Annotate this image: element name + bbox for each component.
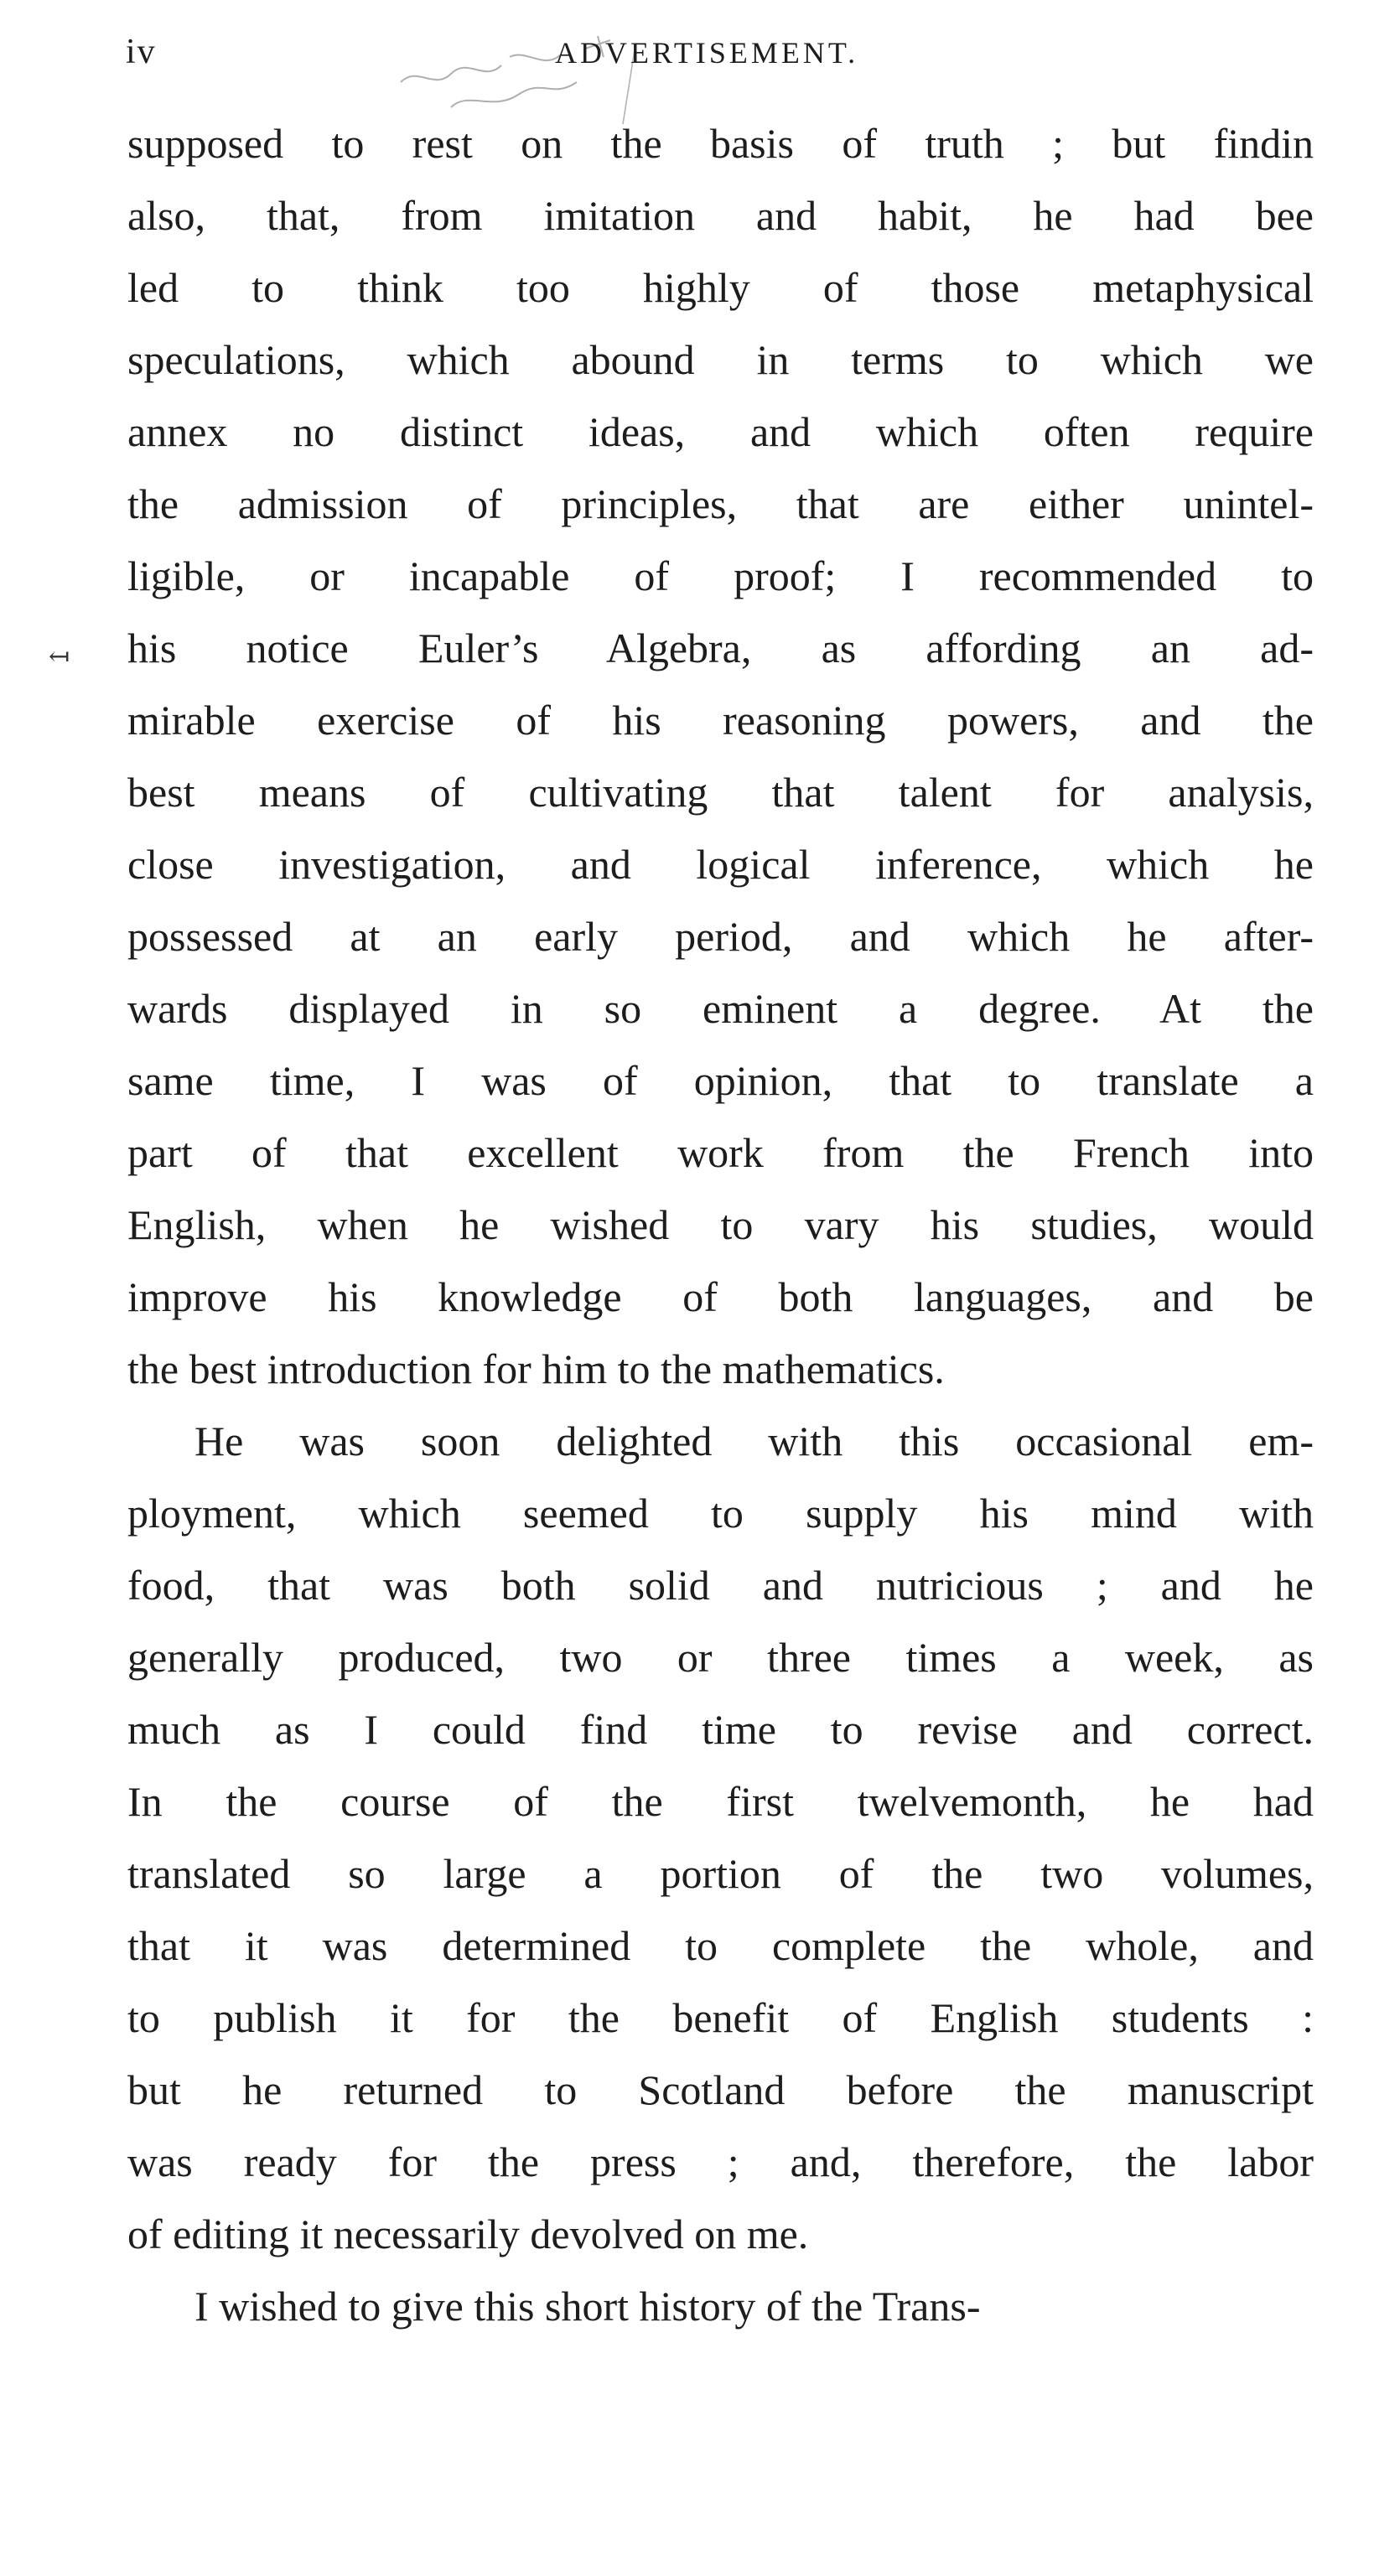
text-line: of editing it necessarily devolved on me.: [127, 2211, 809, 2257]
text-line: same time, I was of opinion, that to translate a: [127, 1057, 1314, 1104]
page-number: iv: [126, 33, 157, 71]
paragraph-start-line: I wished to give this short history of the Trans-: [194, 2283, 981, 2330]
text-line: the best introduction for him to the mathematics.: [127, 1345, 945, 1392]
text-line: ligible, or incapable of proof; I recommended to: [127, 552, 1314, 599]
text-line: speculations, which abound in terms to which we: [127, 336, 1314, 383]
text-line: led to think too highly of those metaphysical: [127, 264, 1314, 311]
page-header: [126, 32, 1299, 82]
text-line: mirable exercise of his reasoning powers, and the: [127, 697, 1314, 744]
text-line: translated so large a portion of the two volumes,: [127, 1850, 1314, 1897]
margin-mark: ↤: [49, 643, 70, 671]
text-line: wards displayed in so eminent a degree. At the: [127, 985, 1314, 1032]
text-line: annex no distinct ideas, and which often require: [127, 408, 1314, 455]
text-line: but he returned to Scotland before the manuscript: [127, 2066, 1314, 2113]
text-line: much as I could find time to revise and correct.: [127, 1706, 1314, 1753]
text-line: improve his knowledge of both languages, and be: [127, 1273, 1314, 1320]
text-line: to publish it for the benefit of English students :: [127, 1994, 1314, 2041]
text-line: possessed at an early period, and which he after-: [127, 913, 1314, 960]
text-line: also, that, from imitation and habit, he had bee: [127, 192, 1314, 239]
text-line: close investigation, and logical inference, which he: [127, 841, 1314, 888]
text-line: supposed to rest on the basis of truth ; but findin: [127, 120, 1314, 167]
running-head: ADVERTISEMENT.: [555, 36, 859, 70]
text-line: his notice Euler’s Algebra, as affording an ad-: [127, 625, 1314, 671]
text-line: ployment, which seemed to supply his mind with: [127, 1490, 1314, 1537]
text-line: was ready for the press ; and, therefore, the labor: [127, 2138, 1314, 2185]
text-line: food, that was both solid and nutricious ; and he: [127, 1562, 1314, 1609]
text-line: In the course of the first twelvemonth, he had: [127, 1778, 1314, 1825]
text-line: the admission of principles, that are either unintel-: [127, 480, 1314, 527]
body-text: [127, 107, 1314, 2342]
text-line: English, when he wished to vary his studies, would: [127, 1201, 1314, 1248]
text-line: that it was determined to complete the whole, and: [127, 1922, 1314, 1969]
text-line: generally produced, two or three times a week, as: [127, 1634, 1314, 1681]
paragraph-start-line: He was soon delighted with this occasional em-: [194, 1418, 1314, 1464]
text-line: part of that excellent work from the French into: [127, 1129, 1314, 1176]
text-line: best means of cultivating that talent for analysis,: [127, 769, 1314, 816]
